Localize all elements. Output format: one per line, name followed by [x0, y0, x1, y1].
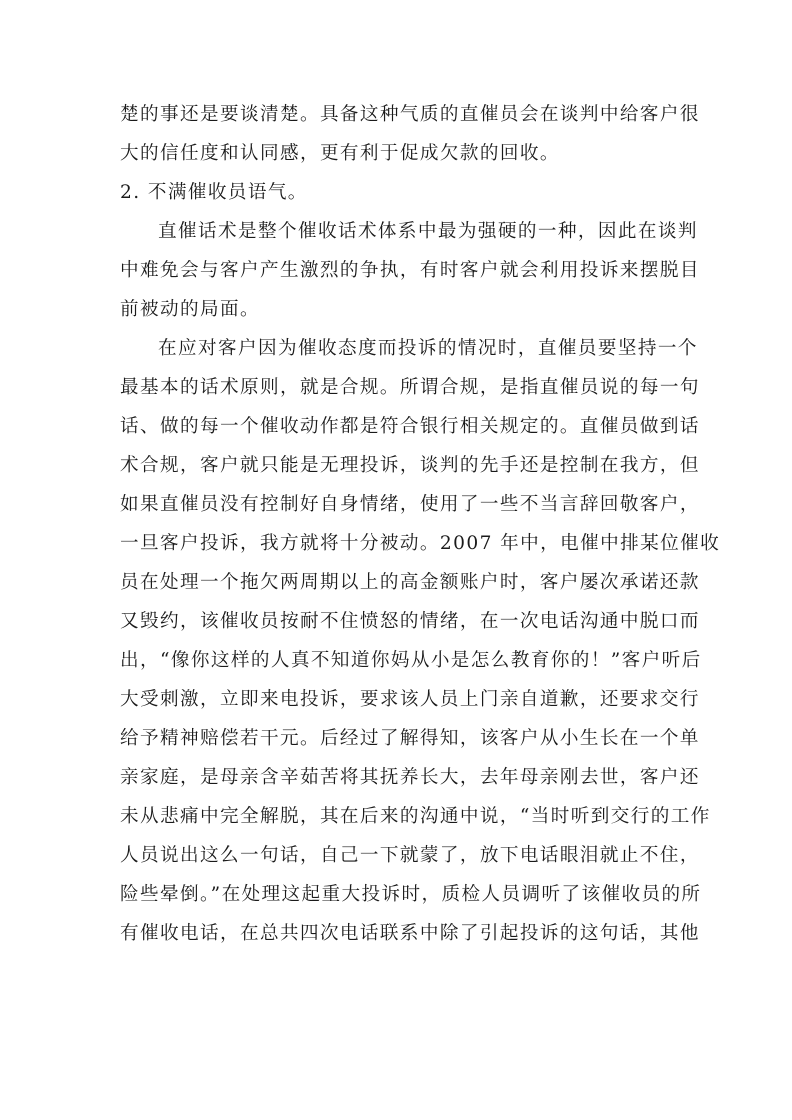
text-line: 亲家庭，是母亲含辛茹苦将其抚养长大，去年母亲刚去世，客户还 — [120, 767, 700, 788]
text-line: 有催收电话，在总共四次电话联系中除了引起投诉的这句话，其他 — [120, 923, 700, 944]
text-line: 最基本的话术原则，就是合规。所谓合规，是指直催员说的每一句 — [120, 377, 700, 398]
text-line: 楚的事还是要谈清楚。具备这种气质的直催员会在谈判中给客户很 — [120, 104, 700, 125]
text-line: 中难免会与客户产生激烈的争执，有时客户就会利用投诉来摆脱目 — [120, 260, 700, 281]
paragraph-start-line: 在应对客户因为催收态度而投诉的情况时，直催员要坚持一个 — [158, 338, 698, 359]
text-line: 大受刺激，立即来电投诉，要求该人员上门亲自道歉，还要求交行 — [120, 689, 700, 710]
text-line: 给予精神赔偿若干元。后经过了解得知，该客户从小生长在一个单 — [120, 728, 700, 749]
text-line: 如果直催员没有控制好自身情绪，使用了一些不当言辞回敬客户， — [120, 494, 700, 515]
text-line: 话、做的每一个催收动作都是符合银行相关规定的。直催员做到话 — [120, 416, 700, 437]
text-line: 员在处理一个拖欠两周期以上的高金额账户时，客户屡次承诺还款 — [120, 572, 700, 593]
text-line: 又毁约，该催收员按耐不住愤怒的情绪，在一次电话沟通中脱口而 — [120, 611, 700, 632]
paragraph-start-line: 直催话术是整个催收话术体系中最为强硬的一种，因此在谈判 — [158, 221, 698, 242]
text-line: 未从悲痛中完全解脱，其在后来的沟通中说，“当时听到交行的工作 — [120, 806, 711, 827]
text-line: 人员说出这么一句话，自己一下就蒙了，放下电话眼泪就止不住， — [120, 845, 700, 866]
text-line: 一旦客户投诉，我方就将十分被动。2007 年中，电催中排某位催收 — [120, 533, 721, 554]
text-line: 险些晕倒。”在处理这起重大投诉时，质检人员调听了该催收员的所 — [120, 884, 702, 905]
text-line: 出，“像你这样的人真不知道你妈从小是怎么教育你的！”客户听后 — [120, 650, 702, 671]
list-heading: 2. 不满催收员语气。 — [120, 182, 308, 203]
text-line: 大的信任度和认同感，更有利于促成欠款的回收。 — [120, 143, 560, 164]
text-line: 术合规，客户就只能是无理投诉，谈判的先手还是控制在我方，但 — [120, 455, 700, 476]
text-line: 前被动的局面。 — [120, 299, 260, 320]
